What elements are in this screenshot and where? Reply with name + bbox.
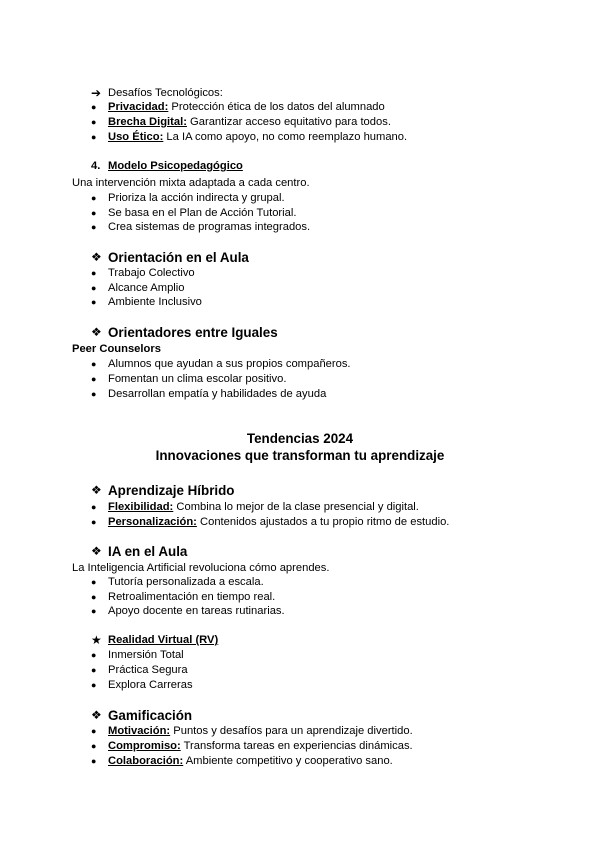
list-item: Inmersión Total xyxy=(108,649,184,661)
list-item: Privacidad: Protección ética de los datos del alumnado xyxy=(108,101,385,113)
list-item: Brecha Digital: Garantizar acceso equitativo para todos. xyxy=(108,116,391,128)
bullet-icon: ● xyxy=(91,665,97,675)
bullet-icon: ● xyxy=(91,741,97,751)
aula-heading: Orientación en el Aula xyxy=(108,250,249,265)
bullet-icon: ● xyxy=(91,132,97,142)
list-item: Alcance Amplio xyxy=(108,282,185,294)
diamond-icon: ❖ xyxy=(91,325,102,339)
bullet-icon: ● xyxy=(91,374,97,384)
bullet-icon: ● xyxy=(91,680,97,690)
list-item: Alumnos que ayudan a sus propios compañeros. xyxy=(108,358,351,370)
list-item: Práctica Segura xyxy=(108,664,188,676)
bullet-icon: ● xyxy=(91,222,97,232)
arrow-icon: ➔ xyxy=(91,86,102,100)
trends-subtitle: Innovaciones que transforman tu aprendizaje xyxy=(155,448,445,463)
diamond-icon: ❖ xyxy=(91,250,102,264)
bullet-icon: ● xyxy=(91,592,97,602)
list-item: Prioriza la acción indirecta y grupal. xyxy=(108,192,285,204)
bullet-icon: ● xyxy=(91,283,97,293)
star-icon: ★ xyxy=(91,633,102,647)
gamification-heading: Gamificación xyxy=(108,708,193,723)
list-item: Ambiente Inclusivo xyxy=(108,296,202,308)
model-intro: Una intervención mixta adaptada a cada centro. xyxy=(72,177,310,189)
list-item: Flexibilidad: Combina lo mejor de la clase presencial y digital. xyxy=(108,501,419,513)
list-item: Personalización: Contenidos ajustados a tu propio ritmo de estudio. xyxy=(108,516,450,528)
ia-heading: IA en el Aula xyxy=(108,544,188,559)
diamond-icon: ❖ xyxy=(91,544,102,558)
bullet-icon: ● xyxy=(91,208,97,218)
bullet-icon: ● xyxy=(91,102,97,112)
diamond-icon: ❖ xyxy=(91,708,102,722)
bullet-icon: ● xyxy=(91,117,97,127)
bullet-icon: ● xyxy=(91,756,97,766)
list-item: Explora Carreras xyxy=(108,679,193,691)
diamond-icon: ❖ xyxy=(91,483,102,497)
bullet-icon: ● xyxy=(91,517,97,527)
list-item: Trabajo Colectivo xyxy=(108,267,195,279)
list-item: Motivación: Puntos y desafíos para un aprendizaje divertido. xyxy=(108,725,413,737)
bullet-icon: ● xyxy=(91,606,97,616)
list-item: Crea sistemas de programas integrados. xyxy=(108,221,311,233)
vr-heading: Realidad Virtual (RV) xyxy=(108,634,219,646)
bullet-icon: ● xyxy=(91,389,97,399)
list-item: Compromiso: Transforma tareas en experiencias dinámicas. xyxy=(108,740,413,752)
bullet-icon: ● xyxy=(91,359,97,369)
bullet-icon: ● xyxy=(91,726,97,736)
ia-intro: La Inteligencia Artificial revoluciona cómo aprendes. xyxy=(72,562,330,574)
trends-title: Tendencias 2024 xyxy=(246,431,354,446)
list-item: Retroalimentación en tiempo real. xyxy=(108,591,276,603)
list-item: Fomentan un clima escolar positivo. xyxy=(108,373,287,385)
bullet-icon: ● xyxy=(91,193,97,203)
bullet-icon: ● xyxy=(91,577,97,587)
list-item: Uso Ético: La IA como apoyo, no como reemplazo humano. xyxy=(108,131,408,143)
hybrid-heading: Aprendizaje Híbrido xyxy=(108,483,235,498)
list-item: Desarrollan empatía y habilidades de ayuda xyxy=(108,388,327,400)
list-item: Colaboración: Ambiente competitivo y cooperativo sano. xyxy=(108,755,393,767)
bullet-icon: ● xyxy=(91,268,97,278)
list-item: Apoyo docente en tareas rutinarias. xyxy=(108,605,285,617)
tech-challenges-heading: Desafíos Tecnológicos: xyxy=(108,87,223,99)
section-number: 4. xyxy=(91,160,101,172)
list-item: Se basa en el Plan de Acción Tutorial. xyxy=(108,207,297,219)
bullet-icon: ● xyxy=(91,502,97,512)
bullet-icon: ● xyxy=(91,297,97,307)
peers-subtitle: Peer Counselors xyxy=(72,343,161,355)
peers-heading: Orientadores entre Iguales xyxy=(108,325,278,340)
list-item: Tutoría personalizada a escala. xyxy=(108,576,264,588)
model-heading: Modelo Psicopedagógico xyxy=(108,160,243,172)
bullet-icon: ● xyxy=(91,650,97,660)
